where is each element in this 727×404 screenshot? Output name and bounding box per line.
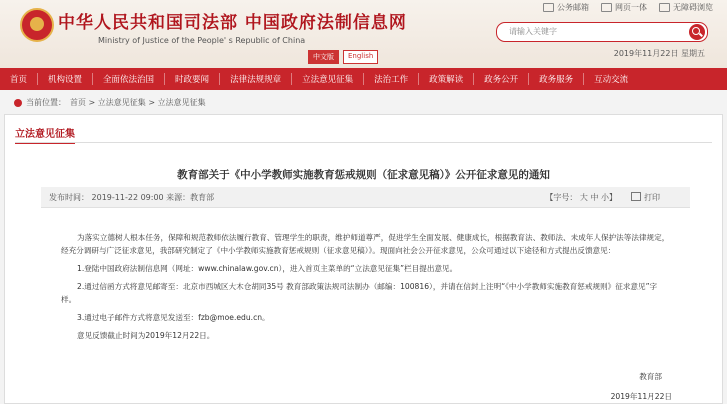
font-size-switch[interactable]: 【字号： 大 中 小】 (545, 193, 617, 202)
article-paragraph: 为落实立德树人根本任务，保障和规范教师依法履行教育、管理学生的职责，维护师道尊严，促进学生全面发展、健康成长，根据教育法、教师法、未成年人保护法等法律规定，经充分调研与广泛征求意见，我部研究制定了《中小学教师实施教育惩戒规则（征求意见稿）》。现面向社会公开征求意见，公众可通过以下途径和方式提出反馈意见： (61, 233, 670, 255)
nav-item-organization[interactable]: 机构设置 (38, 73, 93, 85)
nav-item-rule-of-law[interactable]: 全面依法治国 (93, 73, 165, 85)
site-title: 中华人民共和国司法部 中国政府法制信息网 (58, 13, 407, 33)
mail-icon (543, 3, 554, 12)
breadcrumb-label: 当前位置： (26, 98, 66, 107)
signature: 教育部 (639, 372, 662, 381)
top-links (543, 2, 713, 13)
nav-item-legislation-opinions[interactable]: 立法意见征集 (292, 73, 364, 85)
nav-item-interaction[interactable]: 互动交流 (594, 75, 629, 85)
lang-english-button[interactable]: English (343, 50, 378, 64)
site-header (0, 0, 727, 68)
print-button[interactable]: 打印 (631, 192, 660, 203)
search-icon[interactable] (689, 24, 705, 40)
top-link-accessibility[interactable]: 无障碍浏览 (659, 2, 713, 13)
nav-item-laws[interactable]: 法律法规规章 (220, 73, 292, 85)
top-link-mail[interactable]: 公务邮箱 (543, 2, 589, 13)
national-emblem-icon (20, 8, 54, 42)
publish-time: 发布时间： 2019-11-22 09:00 来源：教育部 (49, 193, 215, 202)
signature-date: 2019年11月22日 (610, 392, 672, 401)
top-link-integration[interactable]: 网页一体 (601, 2, 647, 13)
nav-item-legal-work[interactable]: 法治工作 (364, 73, 419, 85)
lang-chinese-button[interactable]: 中文版 (308, 50, 339, 64)
accessibility-icon (659, 3, 670, 12)
site-title-english: Ministry of Justice of the People' s Republic of China (98, 36, 306, 45)
section-divider (15, 142, 712, 143)
nav-item-policy[interactable]: 政策解读 (419, 73, 474, 85)
section-title: 立法意见征集 (15, 125, 75, 144)
nav-item-news[interactable]: 时政要闻 (165, 73, 220, 85)
nav-item-home[interactable]: 首页 (0, 73, 38, 85)
article-paragraph: 意见反馈截止时间为2019年12月22日。 (77, 331, 215, 340)
nav-item-gov-affairs[interactable]: 政务公开 (474, 73, 529, 85)
content-panel (4, 114, 723, 404)
article-paragraph: 1.登陆中国政府法制信息网（网址：www.chinalaw.gov.cn），进入首页主菜单的“立法意见征集”栏目提出意见。 (77, 264, 458, 273)
language-switch (308, 50, 378, 64)
breadcrumb (14, 97, 206, 108)
nav-item-services[interactable]: 政务服务 (529, 73, 584, 85)
link-icon (601, 3, 612, 12)
location-icon (14, 99, 22, 107)
search-input[interactable]: 请输入关键字 (509, 27, 557, 36)
breadcrumb-path[interactable]: 首页 > 立法意见征集 > 立法意见征集 (70, 98, 206, 107)
main-nav (0, 68, 727, 90)
article-body (61, 231, 670, 347)
search-box[interactable] (496, 22, 708, 42)
article-paragraph: 2.通过信函方式将意见邮寄至：北京市西城区大木仓胡同35号 教育部政策法规司法制办（邮编：100816），并请在信封上注明“《中小学教师实施教育惩戒规则》征求意见”字样。 (61, 282, 658, 304)
article-paragraph: 3.通过电子邮件方式将意见发送至：fzb@moe.edu.cn。 (77, 313, 270, 322)
article-meta (41, 187, 690, 208)
header-date: 2019年11月22日 星期五 (613, 49, 705, 58)
article-title: 教育部关于《中小学教师实施教育惩戒规则（征求意见稿）》公开征求意见的通知 (177, 169, 550, 181)
print-icon (631, 192, 641, 201)
